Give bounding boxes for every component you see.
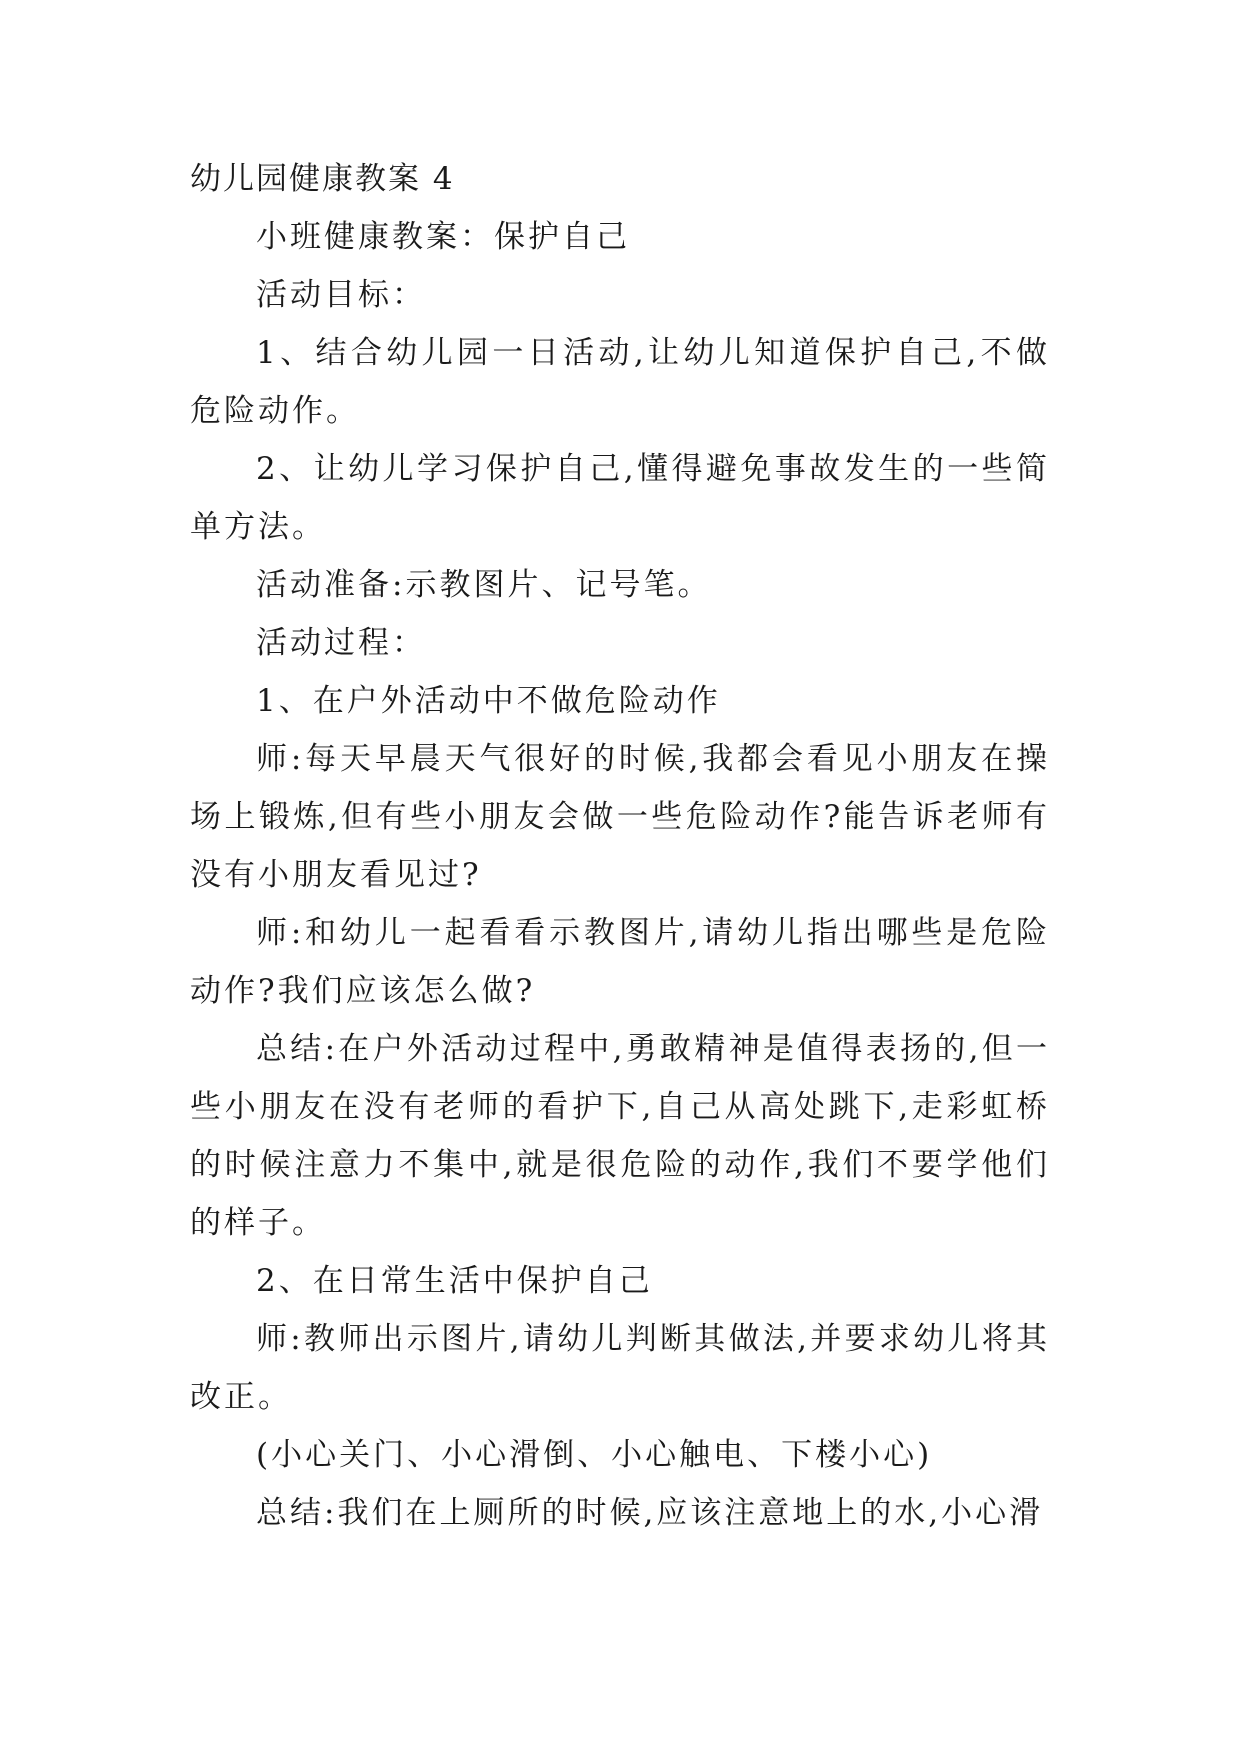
section-heading-goals: 活动目标： <box>256 277 426 313</box>
summary-paragraph: 总结:在户外活动过程中,勇敢精神是值得表扬的,但一些小朋友在没有老师的看护下,自己从高处跳下,走彩虹桥的时候注意力不集中,就是很危险的动作,我们不要学他们的样子。 <box>190 1031 1050 1241</box>
document-title: 幼儿园健康教案 4 <box>190 161 455 197</box>
summary-paragraph: 总结:我们在上厕所的时候,应该注意地上的水,小心滑 <box>256 1495 1044 1531</box>
lesson-title: 小班健康教案：保护自己 <box>256 219 630 255</box>
goal-item-1: 1、结合幼儿园一日活动,让幼儿知道保护自己,不做危险动作。 <box>190 335 1050 429</box>
section-heading-process: 活动过程： <box>256 625 426 661</box>
tips-list: (小心关门、小心滑倒、小心触电、下楼小心) <box>256 1437 933 1473</box>
section-preparation: 活动准备:示教图片、记号笔。 <box>256 567 712 603</box>
process-paragraph: 师:和幼儿一起看看示教图片,请幼儿指出哪些是危险动作?我们应该怎么做? <box>190 915 1050 1009</box>
process-paragraph: 师:教师出示图片,请幼儿判断其做法,并要求幼儿将其改正。 <box>190 1321 1050 1415</box>
process-paragraph: 师:每天早晨天气很好的时候,我都会看见小朋友在操场上锻炼,但有些小朋友会做一些危险动作?能告诉老师有没有小朋友看见过? <box>190 741 1050 893</box>
process-step-2-heading: 2、在日常生活中保护自己 <box>256 1263 653 1299</box>
process-step-1-heading: 1、在户外活动中不做危险动作 <box>256 683 721 719</box>
goal-item-2: 2、让幼儿学习保护自己,懂得避免事故发生的一些简单方法。 <box>190 451 1050 545</box>
document-page <box>190 150 1050 1542</box>
